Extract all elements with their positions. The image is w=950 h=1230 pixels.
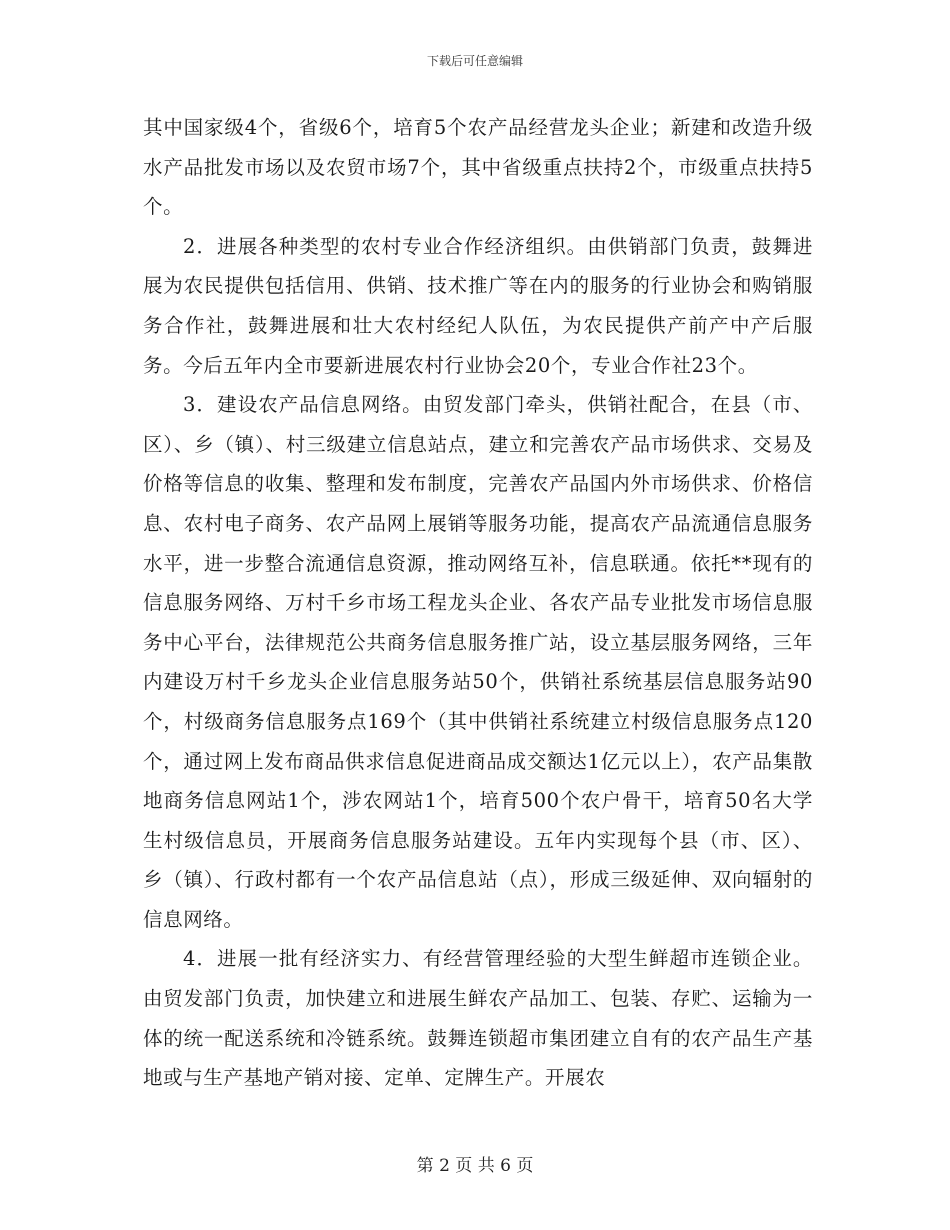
paragraph-continuation: 其中国家级4个，省级6个，培育5个农产品经营龙头企业；新建和改造升级水产品批发市场以及农贸市场7个，其中省级重点扶持2个，市级重点扶持5个。 <box>143 116 813 219</box>
paragraph-item-3: 3．建设农产品信息网络。由贸发部门牵头，供销社配合，在县（市、区）、乡（镇）、村三级建立信息站点，建立和完善农产品市场供求、交易及价格等信息的收集、整理和发布制度，完善农产品国内外市场供求、价格信息、农村电子商务、农产品网上展销等服务功能，提高农产品流通信息服务水平，进一步整合流通信息资源，推动网络互补，信息联通。依托**现有的信息服务网络、万村千乡市场工程龙头企业、各农产品专业批发市场信息服务中心平台，法律规范公共商务信息服务推广站，设立基层服务网络，三年内建设万村千乡龙头企业信息服务站50个，供销社系统基层信息服务站90个，村级商务信息服务点169个（其中供销社系统建立村级信息服务点120个，通过网上发布商品供求信息促进商品成交额达1亿元以上），农产品集散地商务信息网站1个，涉农网站1个，培育500个农户骨干，培育50名大学生村级信息员，开展商务信息服务站建设。五年内实现每个县（市、区）、乡（镇）、行政村都有一个农产品信息站（点），形成三级延伸、双向辐射的信息网络。 <box>143 393 813 931</box>
paragraph-item-4: 4．进展一批有经济实力、有经营管理经验的大型生鲜超市连锁企业。由贸发部门负责，加快建立和进展生鲜农产品加工、包装、存贮、运输为一体的统一配送系统和冷链系统。鼓舞连锁超市集团建立自有的农产品生产基地或与生产基地产销对接、定单、定牌生产。开展农 <box>143 947 813 1090</box>
page-header: 下载后可任意编辑 <box>426 54 523 68</box>
page-footer: 第 2 页 共 6 页 <box>416 1156 534 1176</box>
document-body <box>143 108 813 1098</box>
paragraph-item-2: 2．进展各种类型的农村专业合作经济组织。由供销部门负责，鼓舞进展为农民提供包括信用、供销、技术推广等在内的服务的行业协会和购销服务合作社，鼓舞进展和壮大农村经纪人队伍，为农民提供产前产中产后服务。今后五年内全市要新进展农村行业协会20个，专业合作社23个。 <box>143 234 813 377</box>
